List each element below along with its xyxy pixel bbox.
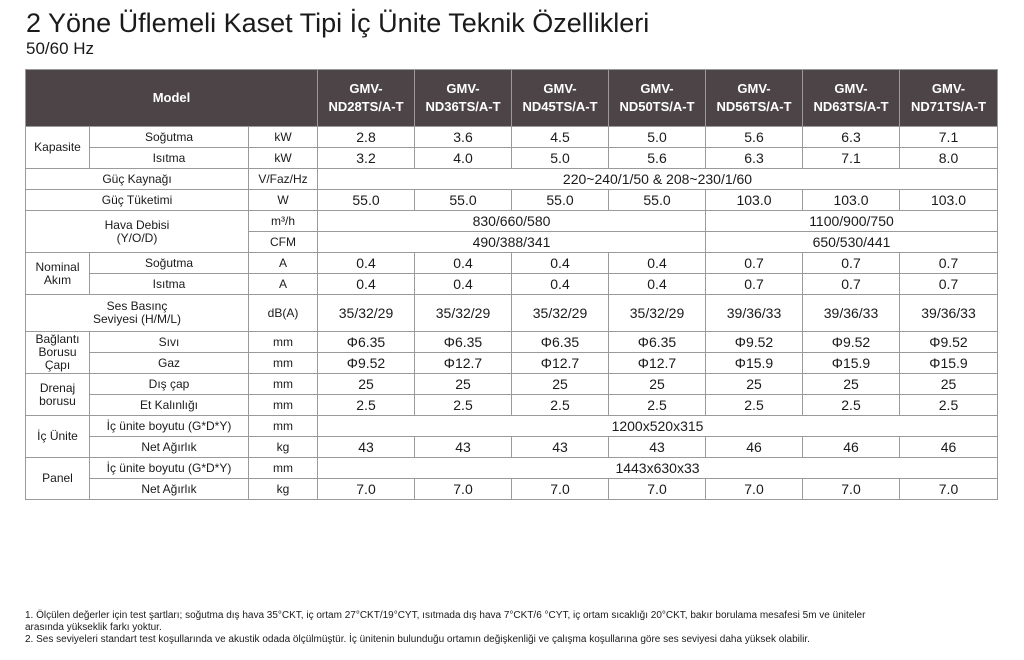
- model-col-2: GMV-ND36TS/A-T: [415, 70, 512, 127]
- row-unit: W: [249, 190, 318, 211]
- cell: 0.4: [512, 274, 609, 295]
- row-label: Soğutma: [90, 253, 249, 274]
- cell: 7.0: [900, 479, 998, 500]
- cell: 46: [706, 437, 803, 458]
- cell: 8.0: [900, 148, 998, 169]
- label-line: Çapı: [44, 358, 71, 372]
- cell: 4.5: [512, 127, 609, 148]
- cell: 103.0: [803, 190, 900, 211]
- row-unit: mm: [249, 458, 318, 479]
- row-label: İç ünite boyutu (G*D*Y): [90, 416, 249, 437]
- table-row: [26, 332, 998, 353]
- cell: 2.5: [512, 395, 609, 416]
- row-label: Net Ağırlık: [90, 437, 249, 458]
- cell: 43: [609, 437, 706, 458]
- footnote: 1. Ölçülen değerler için test şartları; soğutma dış hava 35°CKT, iç ortam 27°CKT/19°CYT, ısıtmada dış hava 7°CKT/6 °CYT, iç ortam sıcaklığı 20°CKT, bakır borulama mesafesi 5m ve üniteler: [25, 610, 866, 621]
- row-label: Et Kalınlığı: [90, 395, 249, 416]
- cell-merged: 1443x630x33: [318, 458, 998, 479]
- cell: 0.4: [318, 274, 415, 295]
- table-row: [26, 253, 998, 274]
- cell: 2.5: [706, 395, 803, 416]
- row-label-ses: [26, 295, 249, 332]
- table-row: [26, 295, 998, 332]
- label-line: Borusu: [38, 345, 77, 359]
- row-label: Isıtma: [90, 274, 249, 295]
- row-unit: kg: [249, 479, 318, 500]
- cell: 5.0: [609, 127, 706, 148]
- cell: 43: [318, 437, 415, 458]
- row-label: Güç Kaynağı: [26, 169, 249, 190]
- cell: 4.0: [415, 148, 512, 169]
- cell: 39/36/33: [803, 295, 900, 332]
- cell: 0.4: [318, 253, 415, 274]
- group-label-nominal-akim: [26, 253, 90, 295]
- cell: 2.5: [609, 395, 706, 416]
- header-row: [26, 70, 998, 127]
- cell: 46: [803, 437, 900, 458]
- group-label-kapasite: Kapasite: [26, 127, 90, 169]
- label-line: Seviyesi (H/M/L): [92, 312, 181, 326]
- cell: Φ6.35: [609, 332, 706, 353]
- table-row: [26, 190, 998, 211]
- label-line: (Y/O/D): [116, 230, 158, 245]
- cell: 7.0: [415, 479, 512, 500]
- page-subtitle: 50/60 Hz: [26, 39, 95, 58]
- cell: 25: [318, 374, 415, 395]
- row-unit: kg: [249, 437, 318, 458]
- cell: Φ12.7: [415, 353, 512, 374]
- group-label-baglanti: [26, 332, 90, 374]
- model-col-1: GMV-ND28TS/A-T: [318, 70, 415, 127]
- cell-merged: 220~240/1/50 & 208~230/1/60: [318, 169, 998, 190]
- cell: 0.4: [609, 274, 706, 295]
- row-label: Güç Tüketimi: [26, 190, 249, 211]
- cell-merged: 1200x520x315: [318, 416, 998, 437]
- cell: 7.0: [609, 479, 706, 500]
- cell: Φ12.7: [512, 353, 609, 374]
- cell: Φ6.35: [318, 332, 415, 353]
- cell: Φ9.52: [900, 332, 998, 353]
- footnote: arasında yükseklik farkı yoktur.: [25, 622, 162, 633]
- group-label-drenaj: [26, 374, 90, 416]
- cell: 6.3: [706, 148, 803, 169]
- cell: 25: [609, 374, 706, 395]
- row-unit: V/Faz/Hz: [249, 169, 318, 190]
- row-unit: mm: [249, 395, 318, 416]
- cell: 2.8: [318, 127, 415, 148]
- cell: 39/36/33: [900, 295, 998, 332]
- cell: Φ9.52: [318, 353, 415, 374]
- cell: 0.4: [609, 253, 706, 274]
- table-row: [26, 148, 998, 169]
- cell: 39/36/33: [706, 295, 803, 332]
- cell: 0.4: [415, 274, 512, 295]
- cell: Φ15.9: [803, 353, 900, 374]
- cell: Φ6.35: [415, 332, 512, 353]
- cell: 25: [900, 374, 998, 395]
- cell: Φ15.9: [706, 353, 803, 374]
- model-col-7: GMV-ND71TS/A-T: [900, 70, 998, 127]
- row-label: İç ünite boyutu (G*D*Y): [90, 458, 249, 479]
- model-col-6: GMV-ND63TS/A-T: [803, 70, 900, 127]
- cell: 7.0: [706, 479, 803, 500]
- cell: Φ15.9: [900, 353, 998, 374]
- row-unit: kW: [249, 148, 318, 169]
- cell-merged: 1100/900/750: [706, 211, 998, 232]
- cell: 7.0: [803, 479, 900, 500]
- cell: 2.5: [900, 395, 998, 416]
- cell: 55.0: [415, 190, 512, 211]
- cell: 0.4: [512, 253, 609, 274]
- cell: 55.0: [609, 190, 706, 211]
- group-label-ic-unite: İç Ünite: [26, 416, 90, 458]
- label-line: borusu: [39, 393, 76, 408]
- cell: Φ12.7: [609, 353, 706, 374]
- table-row: [26, 169, 998, 190]
- label-line: Ses Basınç: [106, 299, 168, 313]
- cell: Φ6.35: [512, 332, 609, 353]
- row-label: Isıtma: [90, 148, 249, 169]
- cell: 35/32/29: [609, 295, 706, 332]
- row-unit: A: [249, 253, 318, 274]
- row-unit: mm: [249, 353, 318, 374]
- table-row: [26, 374, 998, 395]
- page-title: 2 Yöne Üflemeli Kaset Tipi İç Ünite Teknik Özellikleri: [26, 8, 650, 38]
- label-line: Nominal: [35, 259, 80, 274]
- cell: 103.0: [900, 190, 998, 211]
- row-unit: dB(A): [249, 295, 318, 332]
- table-row: [26, 416, 998, 437]
- label-line: Bağlantı: [35, 332, 80, 346]
- model-col-3: GMV-ND45TS/A-T: [512, 70, 609, 127]
- cell-merged: 830/660/580: [318, 211, 706, 232]
- spec-table: [25, 69, 998, 500]
- cell: 103.0: [706, 190, 803, 211]
- label-line: Akım: [43, 272, 72, 287]
- cell: 25: [803, 374, 900, 395]
- table-row: [26, 353, 998, 374]
- label-line: Drenaj: [39, 380, 76, 395]
- row-unit: mm: [249, 332, 318, 353]
- cell: Φ9.52: [803, 332, 900, 353]
- cell: 0.7: [803, 274, 900, 295]
- cell: 7.0: [318, 479, 415, 500]
- cell: 7.1: [803, 148, 900, 169]
- cell: 43: [415, 437, 512, 458]
- table-row: [26, 395, 998, 416]
- cell: 5.6: [609, 148, 706, 169]
- cell: 0.7: [900, 274, 998, 295]
- cell-merged: 490/388/341: [318, 232, 706, 253]
- row-unit: mm: [249, 416, 318, 437]
- cell: 0.4: [415, 253, 512, 274]
- cell: 35/32/29: [318, 295, 415, 332]
- table-row: [26, 274, 998, 295]
- cell: 55.0: [512, 190, 609, 211]
- row-label: Net Ağırlık: [90, 479, 249, 500]
- row-unit: m³/h: [249, 211, 318, 232]
- row-unit: mm: [249, 374, 318, 395]
- cell: 55.0: [318, 190, 415, 211]
- row-unit: kW: [249, 127, 318, 148]
- row-label: Soğutma: [90, 127, 249, 148]
- cell: 0.7: [706, 274, 803, 295]
- cell: 3.6: [415, 127, 512, 148]
- row-unit: A: [249, 274, 318, 295]
- cell: 0.7: [900, 253, 998, 274]
- footnote: 2. Ses seviyeleri standart test koşullarında ve akustik odada ölçülmüştür. İç ünitenin bulunduğu ortamın değişkenliği ve çalışma koşullarına göre ses seviyesi daha yüksek olabilir.: [25, 634, 810, 645]
- cell: 2.5: [415, 395, 512, 416]
- table-row: [26, 479, 998, 500]
- table-row: [26, 437, 998, 458]
- cell: 25: [512, 374, 609, 395]
- cell: 0.7: [706, 253, 803, 274]
- cell: 3.2: [318, 148, 415, 169]
- table-row: [26, 458, 998, 479]
- model-col-5: GMV-ND56TS/A-T: [706, 70, 803, 127]
- cell: Φ9.52: [706, 332, 803, 353]
- cell: 25: [415, 374, 512, 395]
- row-label: Dış çap: [90, 374, 249, 395]
- row-label: Sıvı: [90, 332, 249, 353]
- model-col-4: GMV-ND50TS/A-T: [609, 70, 706, 127]
- cell: 5.6: [706, 127, 803, 148]
- cell: 46: [900, 437, 998, 458]
- table-row: [26, 127, 998, 148]
- cell: 0.7: [803, 253, 900, 274]
- cell: 6.3: [803, 127, 900, 148]
- group-label-panel: Panel: [26, 458, 90, 500]
- cell: 2.5: [803, 395, 900, 416]
- cell: 35/32/29: [415, 295, 512, 332]
- cell: 2.5: [318, 395, 415, 416]
- cell: 25: [706, 374, 803, 395]
- cell-merged: 650/530/441: [706, 232, 998, 253]
- cell: 7.1: [900, 127, 998, 148]
- cell: 5.0: [512, 148, 609, 169]
- cell: 43: [512, 437, 609, 458]
- footnotes: [25, 610, 1005, 646]
- cell: 35/32/29: [512, 295, 609, 332]
- label-line: Hava Debisi: [104, 217, 170, 232]
- group-label-hava-debisi: [26, 211, 249, 253]
- cell: 7.0: [512, 479, 609, 500]
- model-header: Model: [26, 70, 318, 127]
- table-row: [26, 211, 998, 232]
- row-unit: CFM: [249, 232, 318, 253]
- row-label: Gaz: [90, 353, 249, 374]
